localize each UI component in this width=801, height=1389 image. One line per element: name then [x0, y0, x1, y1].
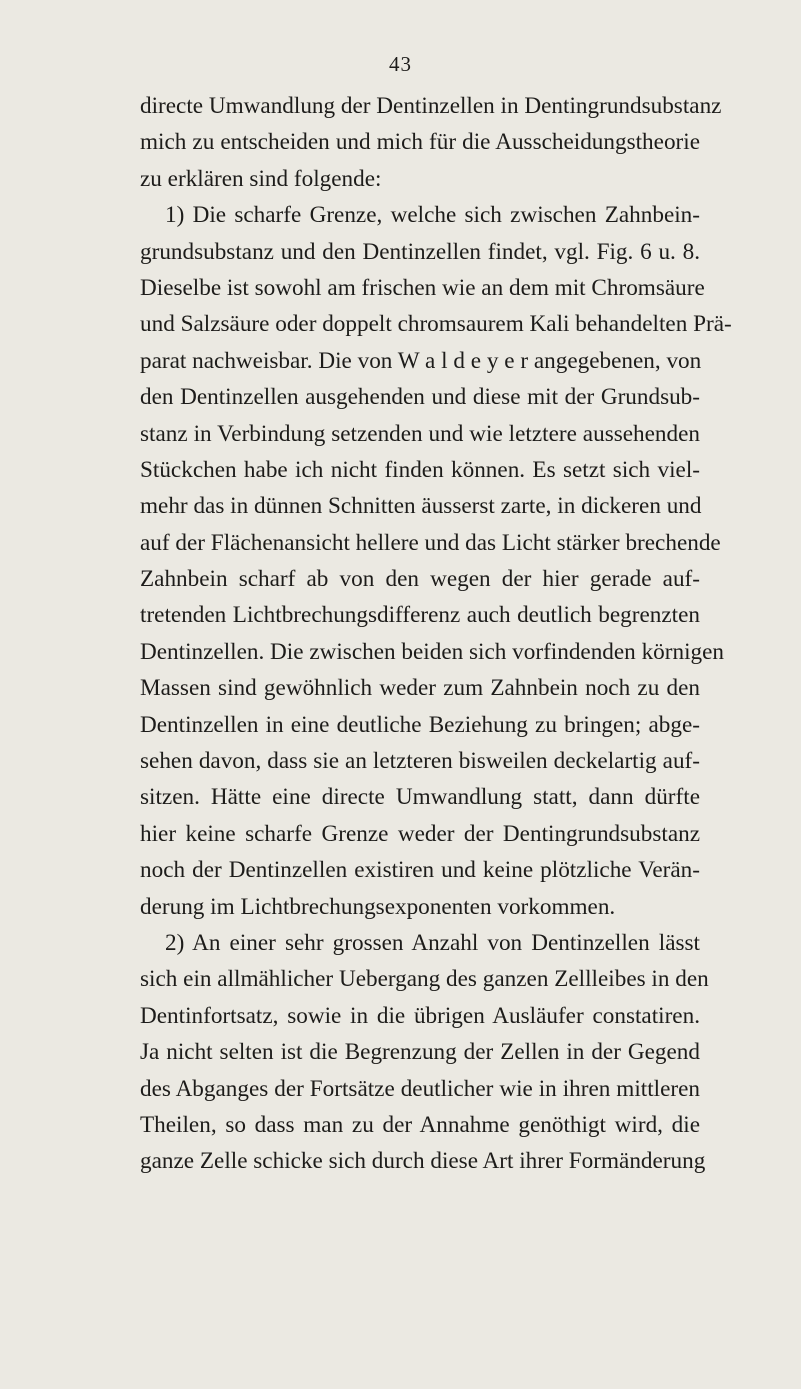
text-line: Dentinfortsatz, sowie in die übrigen Ausläufer constatiren.	[140, 1002, 700, 1029]
text-line: Theilen, so dass man zu der Annahme genöthigt wird, die	[140, 1111, 700, 1138]
text-line: ganze Zelle schicke sich durch diese Art ihrer Formänderung	[140, 1148, 706, 1175]
text-line: 2) An einer sehr grossen Anzahl von Dentinzellen lässt	[165, 929, 700, 956]
text-line: mehr das in dünnen Schnitten äusserst zarte, in dickeren und	[140, 493, 702, 520]
text-line: sehen davon, dass sie an letzteren bisweilen deckelartig auf-	[140, 748, 700, 775]
text-line: Zahnbein scharf ab von den wegen der hier gerade auf-	[140, 566, 700, 593]
text-line: des Abganges der Fortsätze deutlicher wie in ihren mittleren	[140, 1075, 700, 1102]
text-line: hier keine scharfe Grenze weder der Dentingrundsubstanz	[140, 820, 700, 847]
text-line: stanz in Verbindung setzenden und wie letztere aussehenden	[140, 420, 700, 447]
page-number: 43	[389, 52, 412, 76]
text-line: Ja nicht selten ist die Begrenzung der Zellen in der Gegend	[140, 1039, 700, 1066]
text-line: den Dentinzellen ausgehenden und diese mit der Grundsub-	[140, 384, 700, 411]
text-line: Massen sind gewöhnlich weder zum Zahnbein noch zu den	[140, 675, 700, 702]
text-line: sitzen. Hätte eine directe Umwandlung statt, dann dürfte	[140, 784, 700, 811]
text-line: und Salzsäure oder doppelt chromsaurem Kali behandelten Prä-	[140, 311, 732, 338]
text-line: sich ein allmählicher Uebergang des ganzen Zellleibes in den	[140, 966, 709, 993]
text-line: 1) Die scharfe Grenze, welche sich zwischen Zahnbein-	[165, 202, 700, 229]
text-line: Stückchen habe ich nicht finden können. Es setzt sich viel-	[140, 456, 700, 483]
text-line: derung im Lichtbrechungsexponenten vorkommen.	[140, 893, 616, 920]
text-line: noch der Dentinzellen existiren und keine plötzliche Verän-	[140, 857, 700, 884]
text-line: Dieselbe ist sowohl am frischen wie an dem mit Chromsäure	[140, 274, 705, 301]
text-line: grundsubstanz und den Dentinzellen findet, vgl. Fig. 6 u. 8.	[140, 238, 700, 265]
text-line: Dentinzellen in eine deutliche Beziehung zu bringen; abge-	[140, 711, 700, 738]
text-line: auf der Flächenansicht hellere und das Licht stärker brechende	[140, 529, 721, 556]
body-text	[140, 88, 732, 1180]
text-line: tretenden Lichtbrechungsdifferenz auch deutlich begrenzten	[140, 602, 700, 629]
text-line: parat nachweisbar. Die von W a l d e y e r angegebenen, von	[140, 347, 702, 374]
text-line: mich zu entscheiden und mich für die Ausscheidungstheorie	[140, 129, 700, 156]
text-line: Dentinzellen. Die zwischen beiden sich vorfindenden körnigen	[140, 638, 725, 665]
text-line: zu erklären sind folgende:	[140, 165, 382, 192]
text-line: directe Umwandlung der Dentinzellen in Dentingrundsubstanz	[140, 93, 722, 119]
